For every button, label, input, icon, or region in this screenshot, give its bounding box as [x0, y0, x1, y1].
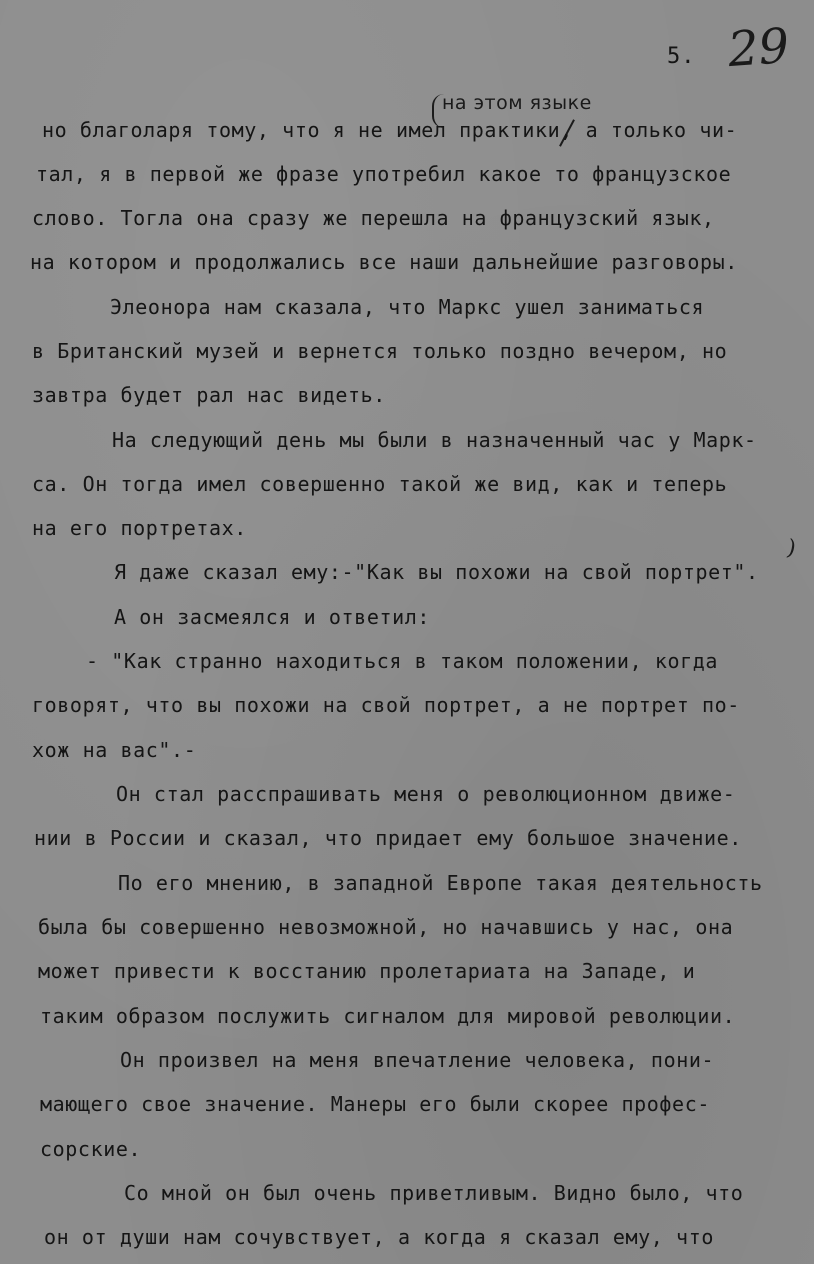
text-line: может привести к восстанию пролетариата на Западе, и: [38, 959, 696, 983]
text-line: говорят, что вы похожи на свой портрет, а не портрет по-: [32, 693, 740, 717]
page-number: 5.: [667, 44, 696, 69]
text-line: Со мной он был очень приветливым. Видно было, что: [124, 1181, 744, 1205]
text-line: Он произвел на меня впечатление человека, пони-: [120, 1048, 715, 1072]
folio-number: 29: [726, 17, 791, 79]
text-line: он от души нам сочувствует, а когда я сказал ему, что: [44, 1225, 714, 1249]
text-line: А он засмеялся и ответил:: [114, 605, 431, 629]
text-line: слово. Тогла она сразу же перешла на французский язык,: [32, 206, 715, 230]
text-line: но благоларя тому, что я не имел практики, а только чи-: [42, 118, 738, 142]
text-line: нии в России и сказал, что придает ему большое значение.: [34, 826, 742, 850]
text-line: хож на вас".-: [32, 738, 197, 762]
text-line: Элеонора нам сказала, что Маркс ушел заниматься: [110, 295, 705, 319]
text-line: была бы совершенно невозможной, но начавшись у нас, она: [38, 915, 734, 939]
text-line: По его мнению, в западной Европе такая деятельность: [118, 871, 763, 895]
text-line: тал, я в первой же фразе употребил какое то французское: [36, 162, 732, 186]
text-line: в Британский музей и вернется только поздно вечером, но: [32, 339, 728, 363]
closing-bracket-mark: ): [784, 535, 799, 562]
handwritten-insertion: на этом языке: [442, 92, 592, 114]
text-line: сорские.: [40, 1137, 142, 1161]
text-line: На следующий день мы были в назначенный час у Марк-: [112, 428, 757, 452]
text-line: на котором и продолжались все наши дальнейшие разговоры.: [30, 250, 738, 274]
text-line: Он стал расспрашивать меня о революционном движе-: [116, 782, 736, 806]
text-line: на его портретах.: [32, 516, 247, 540]
text-line: таким образом послужить сигналом для мировой революции.: [40, 1004, 736, 1028]
text-line: - "Как странно находиться в таком положении, когда: [86, 649, 719, 673]
text-line: Я даже сказал ему:-"Как вы похожи на свой портрет".: [114, 560, 759, 584]
text-line: са. Он тогда имел совершенно такой же вид, как и теперь: [32, 472, 728, 496]
text-line: мающего свое значение. Манеры его были скорее профес-: [40, 1092, 710, 1116]
text-line: завтра будет рал нас видеть.: [32, 383, 386, 407]
